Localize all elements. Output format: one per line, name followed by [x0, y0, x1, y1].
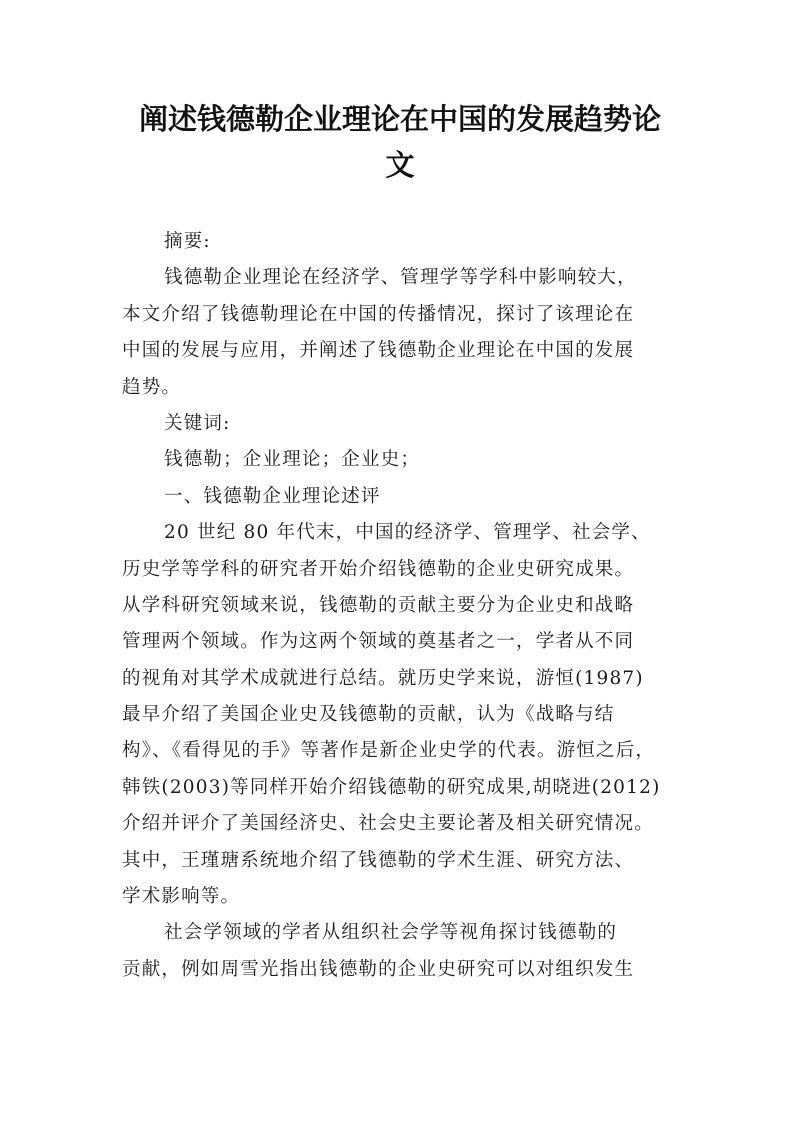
abstract-line: 中国的发展与应用，并阐述了钱德勒企业理论在中国的发展 [122, 340, 635, 362]
paragraph-line: 的视角对其学术成就进行总结。就历史学来说，游恒(1987) [122, 667, 644, 689]
paragraph-line: 构》、《看得见的手》等著作是新企业史学的代表。游恒之后， [122, 740, 656, 762]
document-title-line-2: 文 [385, 148, 415, 182]
abstract-line: 钱德勒企业理论在经济学、管理学等学科中影响较大， [164, 267, 637, 289]
paragraph-line: 最早介绍了美国企业史及钱德勒的贡献，认为《战略与结 [122, 704, 615, 726]
abstract-line: 本文介绍了钱德勒理论在中国的传播情况，探讨了该理论在 [122, 303, 635, 325]
document-title-line-1: 阐述钱德勒企业理论在中国的发展趋势论 [138, 102, 661, 136]
abstract-label: 摘要: [164, 231, 211, 252]
paragraph-line: 从学科研究领域来说，钱德勒的贡献主要分为企业史和战略 [122, 594, 635, 616]
keywords-list: 钱德勒；企业理论；企业史； [164, 449, 421, 471]
paragraph-line: 管理两个领域。作为这两个领域的奠基者之一，学者从不同 [122, 631, 635, 653]
paragraph-line: 介绍并评介了美国经济史、社会史主要论著及相关研究情况。 [122, 813, 654, 835]
section-heading: 一、钱德勒企业理论述评 [164, 485, 381, 507]
paragraph-line: 20 世纪 80 年代末，中国的经济学、管理学、社会学、 [164, 522, 651, 544]
paragraph-line: 其中，王瑾瑭系统地介绍了钱德勒的学术生涯、研究方法、 [122, 849, 635, 871]
paragraph-line: 学术影响等。 [122, 886, 241, 908]
paragraph-line: 贡献，例如周雪光指出钱德勒的企业史研究可以对组织发生 [122, 958, 635, 980]
paragraph-line: 历史学等学科的研究者开始介绍钱德勒的企业史研究成果。 [122, 558, 635, 580]
keywords-label: 关键词: [164, 412, 231, 434]
paragraph-line: 韩铁(2003)等同样开始介绍钱德勒的研究成果,胡晓进(2012) [122, 776, 661, 798]
abstract-line: 趋势。 [122, 376, 182, 398]
document-body [122, 224, 682, 988]
paragraph-line: 社会学领域的学者从组织社会学等视角探讨钱德勒的 [164, 922, 618, 944]
